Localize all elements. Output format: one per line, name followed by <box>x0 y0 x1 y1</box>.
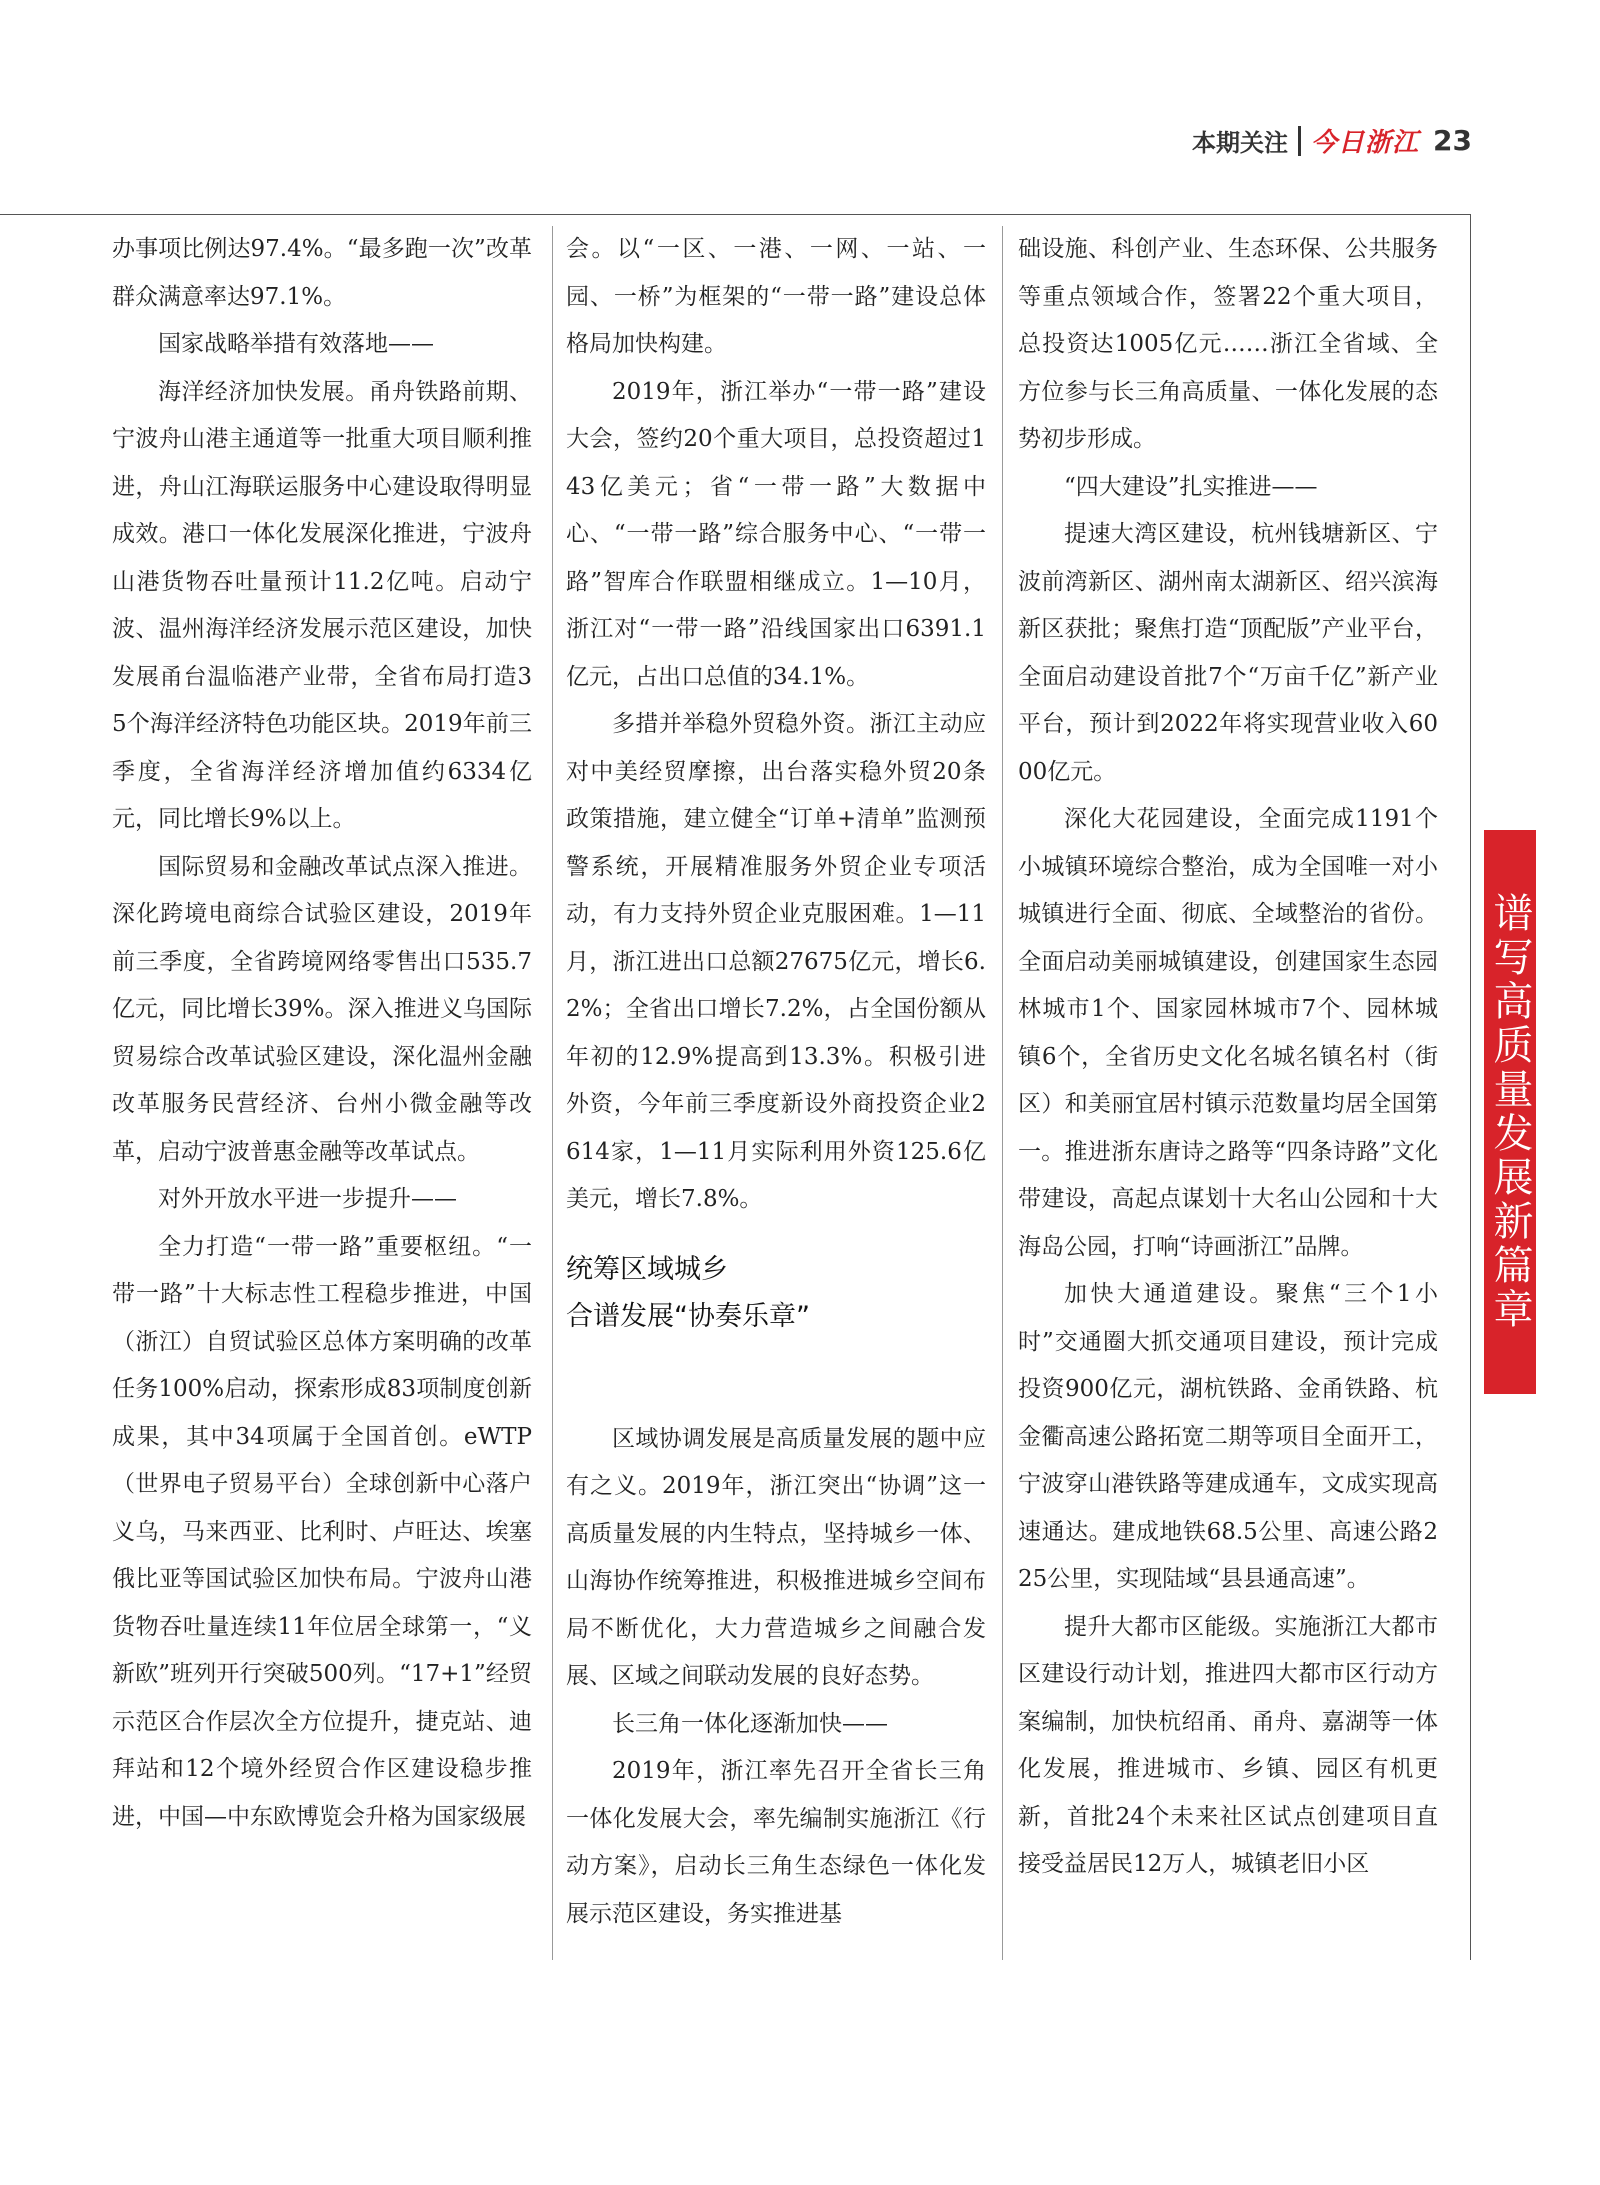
column-2-upper <box>566 226 986 1224</box>
column-divider-1 <box>552 226 553 1960</box>
paragraph: 2019年，浙江率先召开全省长三角一体化发展大会，率先编制实施浙江《行动方案》，启动长三角生态绿色一体化发展示范区建设，务实推进基 <box>566 1758 986 1927</box>
paragraph: “四大建设”扎实推进—— <box>1064 473 1318 500</box>
paragraph: 提速大湾区建设，杭州钱塘新区、宁波前湾新区、湖州南太湖新区、绍兴滨海新区获批；聚焦打造“顶配版”产业平台，全面启动建设首批7个“万亩千亿”新产业平台，预计到2022年将实现营业收入6000亿元。 <box>1018 521 1438 785</box>
paragraph: 国际贸易和金融改革试点深入推进。深化跨境电商综合试验区建设，2019年前三季度，全省跨境网络零售出口535.7亿元，同比增长39%。深入推进义乌国际贸易综合改革试验区建设，深化温州金融改革服务民营经济、台州小微金融等改革，启动宁波普惠金融等改革试点。 <box>112 853 532 1165</box>
paragraph: 长三角一体化逐渐加快—— <box>612 1710 888 1737</box>
column-divider-2 <box>1002 226 1003 1960</box>
header-divider <box>1298 126 1301 156</box>
paragraph: 全力打造“一带一路”重要枢纽。“一带一路”十大标志性工程稳步推进，中国（浙江）自贸试验区总体方案明确的改革任务100%启动，探索形成83项制度创新成果，其中34项属于全国首创。eWTP（世界电子贸易平台）全球创新中心落户义乌，马来西亚、比利时、卢旺达、埃塞俄比亚等国试验区加快布局。宁波舟山港货物吞吐量连续11年位居全球第一，“义新欧”班列开行突破500列。“17+1”经贸示范区合作层次全方位提升，捷克站、迪拜站和12个境外经贸合作区建设稳步推进，中国—中东欧博览会升格为国家级展 <box>112 1233 532 1830</box>
paragraph: 海洋经济加快发展。甬舟铁路前期、宁波舟山港主通道等一批重大项目顺利推进，舟山江海联运服务中心建设取得明显成效。港口一体化发展深化推进，宁波舟山港货物吞吐量预计11.2亿吨。启动宁波、温州海洋经济发展示范区建设，加快发展甬台温临港产业带，全省布局打造35个海洋经济特色功能区块。2019年前三季度，全省海洋经济增加值约6334亿元，同比增长9%以上。 <box>112 378 532 832</box>
paragraph: 深化大花园建设，全面完成1191个小城镇环境综合整治，成为全国唯一对小城镇进行全面、彻底、全域整治的省份。全面启动美丽城镇建设，创建国家生态园林城市1个、国家园林城市7个、园林城镇6个，全省历史文化名城名镇名村（街区）和美丽宜居村镇示范数量均居全国第一。推进浙东唐诗之路等“四条诗路”文化带建设，高起点谋划十大名山公园和十大海岛公园，打响“诗画浙江”品牌。 <box>1018 806 1438 1260</box>
paragraph: 对外开放水平进一步提升—— <box>158 1186 457 1212</box>
paragraph: 国家战略举措有效落地—— <box>158 331 434 357</box>
paragraph: 区域协调发展是高质量发展的题中应有之义。2019年，浙江突出“协调”这一高质量发展的内生特点，坚持城乡一体、山海协作统筹推进，积极推进城乡空间布局不断优化，大力营造城乡之间融合发展、区域之间联动发展的良好态势。 <box>566 1425 986 1689</box>
section-label: 本期关注 <box>1192 129 1289 157</box>
section-heading <box>566 1246 986 1340</box>
side-banner <box>1484 830 1536 1394</box>
paragraph: 提升大都市区能级。实施浙江大都市区建设行动计划，推进四大都市区行动方案编制，加快杭绍甬、甬舟、嘉湖等一体化发展，推进城市、乡镇、园区有机更新，首批24个未来社区试点创建项目直接受益居民12万人，城镇老旧小区 <box>1018 1613 1438 1877</box>
page-number: 23 <box>1433 124 1472 157</box>
top-rule <box>0 214 1470 215</box>
paragraph: 加快大通道建设。聚焦“三个1小时”交通圈大抓交通项目建设，预计完成投资900亿元，湖杭铁路、金甬铁路、杭金衢高速公路拓宽二期等项目全面开工，宁波穿山港铁路等建成通车，文成实现高速通达。建成地铁68.5公里、高速公路225公里，实现陆域“县县通高速”。 <box>1018 1281 1438 1592</box>
article-column-2 <box>566 226 986 1938</box>
page-header <box>1192 122 1472 159</box>
article-column-3 <box>1018 226 1438 1889</box>
paragraph: 础设施、科创产业、生态环保、公共服务等重点领域合作，签署22个重大项目，总投资达1005亿元……浙江全省域、全方位参与长三角高质量、一体化发展的态势初步形成。 <box>1018 236 1438 452</box>
magazine-logo: 今日浙江 <box>1311 128 1420 158</box>
side-banner-text: 谱写高质量发展新篇章 <box>1487 892 1533 1332</box>
right-rule <box>1470 214 1471 1960</box>
paragraph: 会。以“一区、一港、一网、一站、一园、一桥”为框架的“一带一路”建设总体格局加快构建。 <box>566 236 986 357</box>
paragraph: 多措并举稳外贸稳外资。浙江主动应对中美经贸摩擦，出台落实稳外贸20条政策措施，建立健全“订单+清单”监测预警系统，开展精准服务外贸企业专项活动，有力支持外贸企业克服困难。1—11月，浙江进出口总额27675亿元，增长6.2%；全省出口增长7.2%，占全国份额从年初的12.9%提高到13.3%。积极引进外资，今年前三季度新设外商投资企业2614家，1—11月实际利用外资125.6亿美元，增长7.8%。 <box>566 711 986 1212</box>
paragraph: 2019年，浙江举办“一带一路”建设大会，签约20个重大项目，总投资超过143亿美元；省“一带一路”大数据中心、“一带一路”综合服务中心、“一带一路”智库合作联盟相继成立。1—10月，浙江对“一带一路”沿线国家出口6391.1亿元，占出口总值的34.1%。 <box>566 378 986 690</box>
section-heading-line-2: 合谱发展“协奏乐章” <box>566 1300 810 1332</box>
section-heading-line-1: 统筹区域城乡 <box>566 1253 728 1285</box>
article-column-1 <box>112 226 532 1841</box>
paragraph: 办事项比例达97.4%。“最多跑一次”改革群众满意率达97.1%。 <box>112 236 532 310</box>
column-2-lower <box>566 1416 986 1939</box>
